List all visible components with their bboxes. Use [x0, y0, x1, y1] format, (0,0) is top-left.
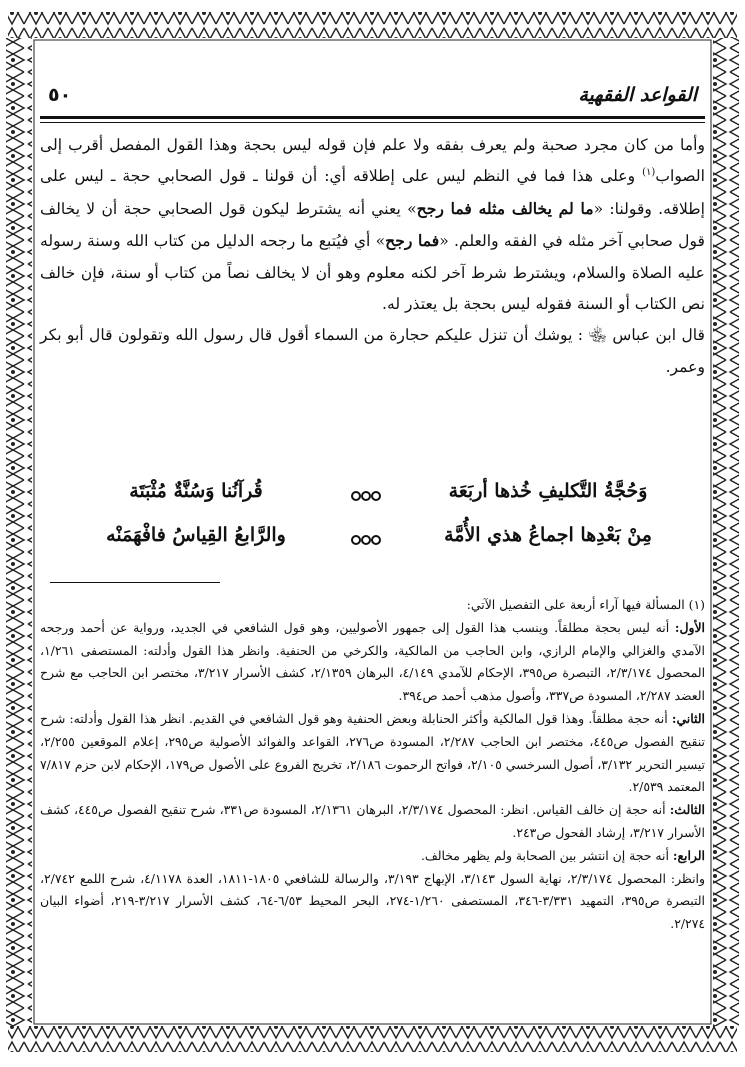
page-content [40, 68, 705, 1028]
flower-ornament-icon [346, 530, 386, 550]
verse-line-2 [40, 524, 705, 564]
footnote-ref[interactable]: (١) [642, 167, 656, 179]
verse-1-first-hemistich: وَحُجَّةُ التَّكليفِ خُذها أربَعَة [448, 480, 648, 502]
footnote-opinion-1: الأول: أنه ليس بحجة مطلقاً. وينسب هذا القول إلى جمهور الأصوليين، وهو قول الشافعي في الجديد، ورواية عن أحمد ورجحه الآمدي والغزالي والإمام الرازي، وابن الحاجب من المالكية، والكرخي من الحنفية. وانظر هذا القول وأدلته: المستصفى ١/٢٦١، المحصول ٢/٣/١٧٤، التبصرة ص٣٩٥، الإحكام للآمدي ٤/١٤٩، البرهان ٢/١٣٥٩، كشف الأسرار ٣/٢١٧، مختصر ابن الحاجب مع شرح العضد ٢/٢٨٧، المسودة ص٣٣٧، وأصول مذهب أحمد ص٣٩٤. [40, 619, 706, 704]
header-rule-thick [40, 116, 705, 119]
footnote-intro: (١) المسألة فيها آراء أربعة على التفصيل الآتي: [466, 597, 705, 612]
footnote-separator [50, 582, 220, 583]
paragraph-1: وأما من كان مجرد صحبة ولم يعرف بفقه ولا علم فإن قوله ليس بحجة وهذا القول المفصل أقرب إلى الصواب$^{(١)}$ وعلى هذا فما في النظم ليس على إطلاقه أي: أن قولنا ـ قول الصحابي حجة ـ ليس على إطلاقه. وقولنا: «ما لم يخالف مثله فما رجح» يعني أنه يشترط ليكون قول الصحابي حجة أن لا يخالف قول صحابي آخر مثله في الفقه والعلم. «فما رجح» أي فيُتبع ما رجحه الدليل من كتاب الله وسنة رسوله عليه الصلاة والسلام، ويشترط شرط آخر لكنه معلوم وهو أن لا يخالف نصاً من كتاب أو سنة، فإن خالف نص الكتاب أو السنة فقوله ليس بحجة بل يعتذر له. [40, 136, 705, 314]
quoted-verse-phrase-2: فما رجح [385, 231, 440, 251]
verse-2-second-hemistich: والرَّابعُ القِياسُ فافْهَمَنْه [106, 524, 286, 546]
verse-2-first-hemistich: مِنْ بَعْدِها اجماعُ هذي الأُمَّة [444, 524, 652, 546]
footnote-opinion-2: الثاني: أنه حجة مطلقاً. وهذا قول المالكية وأكثر الحنابلة وبعض الحنفية وهو قول الشافعي في القديم. انظر هذا القول وأدلته: شرح تنقيح الفصول ص٤٤٥، مختصر ابن الحاجب ٢/٢٨٧، المسودة ص٢٧٦، القواعد والفوائد الأصولية ص٢٩٥، إعلام الموقعين ٢/٢٥٥، تيسير التحرير ٣/١٣٢، أصول السرخسي ٢/١٠٥، فواتح الرحموت ٢/١٨٦، تخريج الفروع على الأصول ص١٧٩، الإحكام لابن حزم ٧/٨١٧ المعتمد ٢/٥٣٩. [40, 710, 705, 795]
book-title: القواعد الفقهية [578, 84, 697, 106]
quoted-verse-phrase: ما لم يخالف مثله فما رجح [416, 198, 594, 218]
main-text [40, 130, 705, 383]
page-number: ٥٠ [48, 84, 72, 106]
paragraph-2: قال ابن عباس ﵄ : يوشك أن تنزل عليكم حجارة من السماء أقول قال رسول الله وتقولون قال أبو بكر وعمر. [40, 326, 705, 376]
footnotes [40, 594, 705, 936]
running-header [40, 82, 705, 116]
footnote-references: وانظر: المحصول ٢/٣/١٧٤، نهاية السول ٣/١٤٣، الإبهاج ٣/١٩٣، والرسالة للشافعي ١٨٠٥-١٨١١، العدة ٤/١١٧٨، شرح اللمع ٢/٧٤٢، التبصرة ص٣٩٥، التمهيد ٣/٣٣١-٣٤٦، المستصفى ١/٢٦٠-٢٧٤، البحر المحيط ٦/٥٣-٦٤، كشف الأسرار ٣/٢١٧-٢١٩، أضواء البيان ٢/٢٧٤. [40, 870, 705, 932]
verse-1-second-hemistich: قُرآنُنا وَسُنَّةٌ مُثْبَتَة [129, 480, 263, 502]
poem-verses [40, 480, 705, 564]
footnote-opinion-4: الرابع: أنه حجة إن انتشر بين الصحابة ولم يظهر مخالف. [420, 847, 705, 863]
flower-ornament-icon [346, 486, 386, 506]
verse-line-1 [40, 480, 705, 520]
footnote-opinion-3: الثالث: أنه حجة إن خالف القياس. انظر: المحصول ٢/٣/١٧٤، البرهان ٢/١٣٦١، المسودة ص٣٣١، شرح تنقيح الفصول ص٤٤٥، كشف الأسرار ٣/٢١٧، إرشاد الفحول ص٢٤٣. [40, 802, 705, 840]
header-rule-thin [40, 122, 705, 123]
